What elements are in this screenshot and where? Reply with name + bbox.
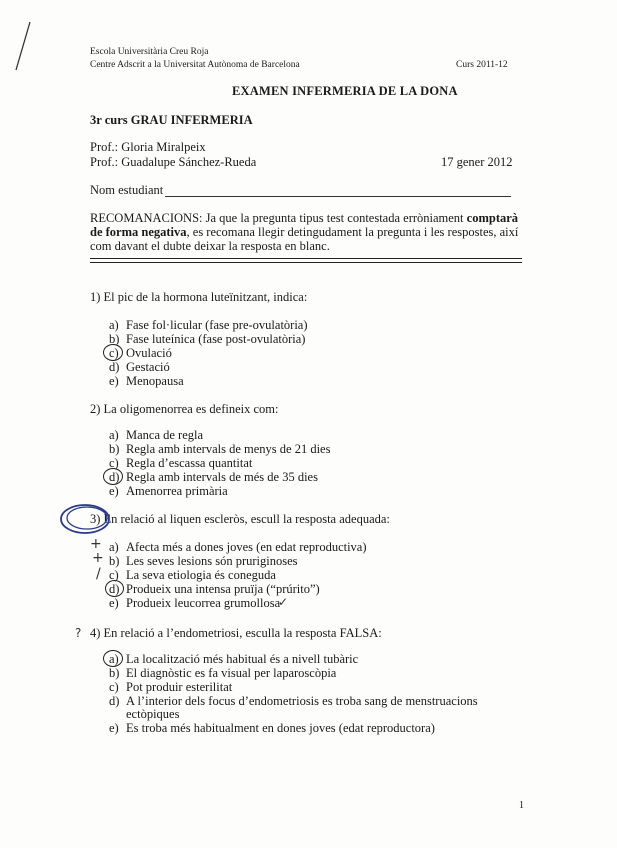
- course-year: Curs 2011-12: [456, 60, 508, 70]
- answer-circle-2d: [103, 468, 123, 485]
- professor-2: Prof.: Guadalupe Sánchez-Rueda: [90, 155, 257, 169]
- exam-title: EXAMEN INFERMERIA DE LA DONA: [232, 84, 458, 98]
- divider-bottom: [90, 262, 522, 263]
- question-4: 4) En relació a l’endometriosi, esculla la resposta FALSA:: [90, 626, 382, 640]
- handwritten-mark-3a: +: [90, 536, 102, 552]
- handwritten-tick-3e: ✓: [278, 595, 289, 609]
- handwritten-mark-3b: +: [92, 550, 104, 566]
- divider-top: [90, 258, 522, 259]
- student-name-label: Nom estudiant: [90, 183, 164, 197]
- question-2: 2) La oligomenorrea es defineix com:: [90, 402, 279, 416]
- professor-1: Prof.: Gloria Miralpeix: [90, 140, 206, 154]
- answer-circle-4a: [103, 650, 123, 667]
- answer-circle-3d: [105, 580, 124, 597]
- exam-date: 17 gener 2012: [441, 155, 513, 169]
- recommendations-line2: de forma negativa, es recomana llegir detingudament la pregunta i les respostes, així: [90, 225, 519, 239]
- school-name: Escola Universitària Creu Roja: [90, 47, 209, 57]
- page-number: 1: [519, 800, 524, 811]
- recommendations-line1: RECOMANACIONS: Ja que la pregunta tipus test contestada erròniament comptarà: [90, 211, 519, 225]
- pen-stroke-mark: [8, 18, 38, 78]
- student-name-field[interactable]: [165, 196, 511, 197]
- question-3: 3) En relació al liquen escleròs, escull la resposta adequada:: [90, 512, 390, 526]
- recommendations-line3: com davant el dubte deixar la resposta en blanc.: [90, 239, 330, 253]
- handwritten-mark-3c: /: [96, 566, 101, 582]
- school-affiliation: Centre Adscrit a la Universitat Autònoma de Barcelona: [90, 60, 300, 70]
- answer-circle-1c: [103, 344, 123, 361]
- question-1: 1) El pic de la hormona luteïnitzant, indica:: [90, 290, 308, 304]
- question-3-scribble-circle: [58, 502, 112, 536]
- grade-title: 3r curs GRAU INFERMERIA: [90, 113, 253, 127]
- handwritten-question-mark-4: ?: [75, 626, 82, 640]
